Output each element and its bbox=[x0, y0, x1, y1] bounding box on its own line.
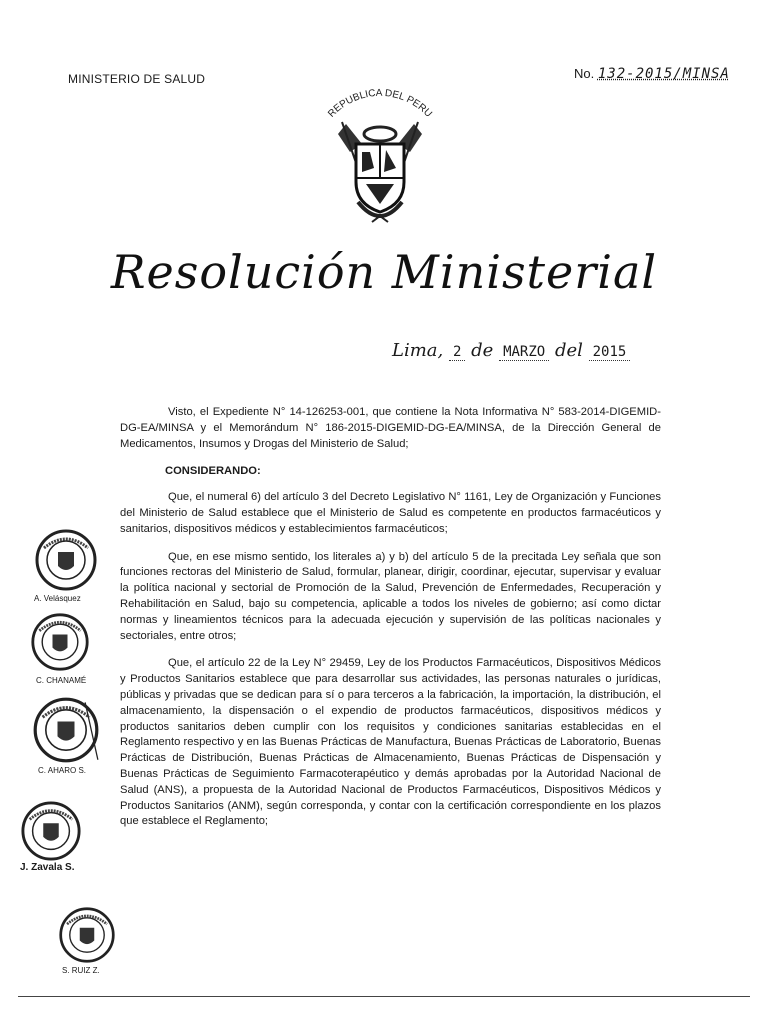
document-body bbox=[120, 405, 661, 842]
document-date bbox=[392, 340, 630, 361]
visa-name-1: A. Velásquez bbox=[34, 594, 81, 603]
visa-stamp-5 bbox=[58, 906, 116, 969]
ministry-stamp-icon bbox=[34, 528, 98, 592]
visa-name-3: C. AHARO S. bbox=[38, 766, 87, 775]
ministry-header: MINISTERIO DE SALUD bbox=[68, 72, 206, 86]
footer-divider bbox=[18, 996, 750, 997]
date-de1: de bbox=[471, 340, 494, 361]
visa-stamp-4 bbox=[20, 800, 82, 867]
visa-name-4: J. Zavala S. bbox=[20, 862, 75, 873]
visa-stamp-2 bbox=[30, 612, 90, 677]
visto-paragraph: Visto, el Expediente N° 14-126253-001, que contiene la Nota Informativa N° 583-2014-DIGEMID-DG-EA/MINSA y el Memorándum N° 186-2015-DIGEMID-DG-EA/MINSA, de la Dirección General de Medicamentos, Insumos y Drogas del Ministerio de Salud; bbox=[120, 406, 661, 450]
peru-coat-of-arms-icon bbox=[300, 82, 460, 242]
crest-caption: REPUBLICA DEL PERU bbox=[326, 87, 434, 120]
ministry-stamp-icon bbox=[20, 800, 82, 862]
ministry-stamp-icon bbox=[58, 906, 116, 964]
resolution-number-prefix: No. bbox=[574, 66, 595, 81]
date-de2: del bbox=[554, 340, 583, 361]
considerando-paragraph-1: Que, el numeral 6) del artículo 3 del Decreto Legislativo N° 1161, Ley de Organización y Funciones del Ministerio de Salud establece que el Ministerio de Salud es competente en productos farmacéuticos y sanitarios, dispositivos médicos y establecimientos farmacéuticos; bbox=[120, 491, 661, 535]
visa-stamp-3 bbox=[32, 696, 100, 769]
considerando-paragraph-3: Que, el artículo 22 de la Ley N° 29459, Ley de los Productos Farmacéuticos, Dispositivos Médicos y Productos Sanitarios establece que para desarrollar sus actividades, las personas naturales o jurídicas, públicas y privadas que se dedican para sí o para terceros a la fabricación, la importación, la distribución, el almacenamiento, la dispensación o el expendio de productos farmacéuticos, dispositivos médicos y productos sanitarios deben cumplir con los requisitos y condiciones sanitarias establecidas en el Reglamento respectivo y en las Buenas Prácticas de Manufactura, Buenas Prácticas de Laboratorio, Buenas Prácticas de Distribución, Buenas Prácticas de Almacenamiento, Buenas Prácticas de Dispensación y Buenas Prácticas de Seguimiento Farmacoterapéutico y demás aprobadas por la Autoridad Nacional de Salud (ANS), a propuesta de la Autoridad Nacional de Productos Farmacéuticos, Dispositivos Médicos y Productos Sanitarios (ANM), según corresponda, y contar con la certificación correspondiente en los plazos que establece el Reglamento; bbox=[120, 657, 661, 828]
resolution-number-value: 132-2015/MINSA bbox=[597, 66, 730, 82]
date-day: 2 bbox=[449, 344, 465, 361]
resolution-number bbox=[574, 66, 730, 82]
date-month: MARZO bbox=[499, 344, 549, 361]
visa-stamp-1 bbox=[34, 528, 98, 597]
considerando-heading: CONSIDERANDO: bbox=[165, 465, 261, 478]
date-year: 2015 bbox=[589, 344, 631, 361]
date-place: Lima, bbox=[392, 340, 444, 361]
visa-name-5: S. RUIZ Z. bbox=[62, 966, 100, 975]
ministry-stamp-icon bbox=[32, 696, 100, 764]
coat-of-arms-crest bbox=[300, 82, 460, 247]
visa-name-2: C. CHANAMÉ bbox=[36, 676, 87, 685]
document-title: Resolución Ministerial bbox=[110, 245, 658, 299]
ministry-stamp-icon bbox=[30, 612, 90, 672]
considerando-paragraph-2: Que, en ese mismo sentido, los literales a) y b) del artículo 5 de la precitada Ley señala que son funciones rectoras del Ministerio de Salud, formular, planear, dirigir, coordinar, ejecutar, supervisar y evaluar la política nacional y sectorial de Promoción de la Salud, Prevención de Enfermedades, Recuperación y Rehabilitación en Salud, bajo su competencia, aplicable a todos los niveles de gobierno; así como dictar normas y lineamientos técnicos para la adecuada ejecución y supervisión de las políticas nacionales y sectoriales, entre otros; bbox=[120, 550, 661, 642]
